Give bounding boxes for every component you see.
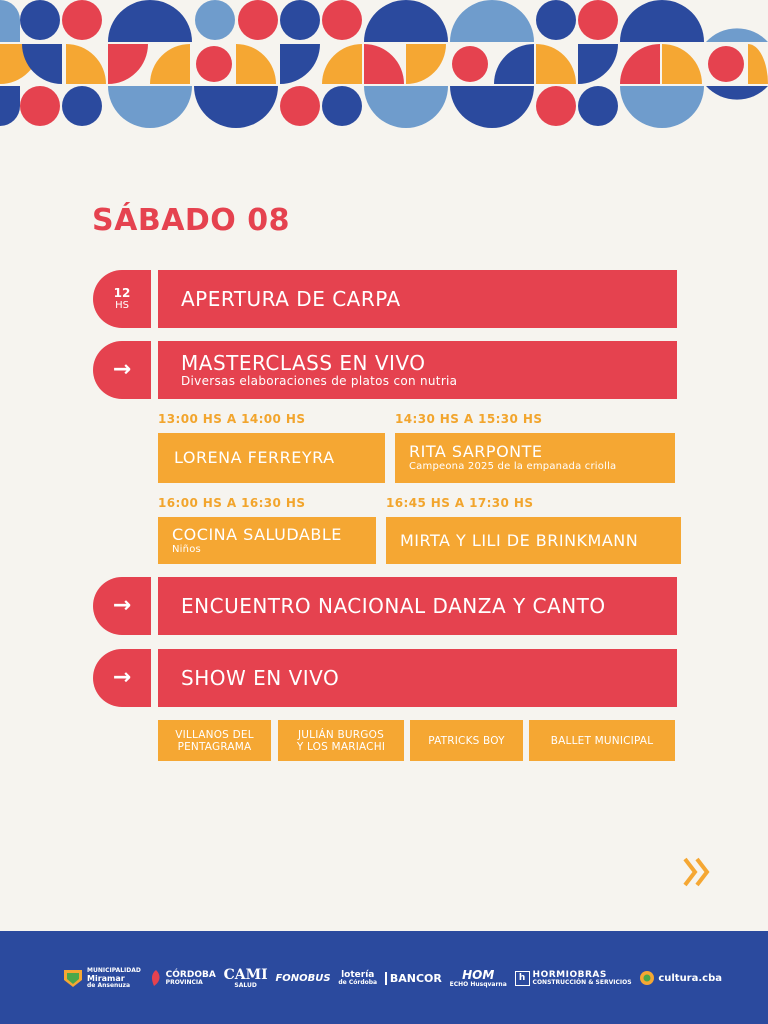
event-title: APERTURA DE CARPA [181, 287, 401, 311]
double-chevron-right-icon[interactable] [677, 852, 717, 892]
sponsor-hom-logo: HOM ECHO Husqvarna [449, 968, 507, 988]
slot-title: LORENA FERREYRA [174, 448, 335, 467]
slot-card [158, 517, 376, 564]
sponsors-footer [0, 931, 768, 1024]
artist-card [410, 720, 523, 761]
slot-time: 13:00 HS A 14:00 HS [158, 412, 306, 426]
event-tab [93, 649, 151, 707]
event-bar-encuentro [158, 577, 677, 635]
slot-card [386, 517, 681, 564]
sponsor-fonobus-logo: FONOBUS [275, 972, 331, 984]
arrow-right-icon: → [112, 665, 132, 690]
arrow-right-icon: → [112, 357, 132, 382]
artist-card [529, 720, 675, 761]
slot-subtitle: Campeona 2025 de la empanada criolla [409, 461, 617, 472]
event-title: ENCUENTRO NACIONAL DANZA Y CANTO [181, 594, 606, 618]
page-title: SÁBADO 08 [92, 203, 291, 238]
sponsor-loteria-logo: lotería de Córdoba [338, 970, 378, 986]
event-bar-masterclass [158, 341, 677, 399]
arrow-right-icon: → [112, 593, 132, 618]
slot-subtitle: Niños [172, 543, 201, 555]
slot-title: RITA SARPONTE [409, 442, 543, 461]
slot-title: COCINA SALUDABLE [172, 524, 342, 544]
artist-name-line1: BALLET MUNICIPAL [550, 734, 654, 747]
slot-time: 16:45 HS A 17:30 HS [386, 496, 534, 510]
sponsor-cultura-logo: cultura.cba [639, 970, 722, 986]
sponsor-cordoba-logo: CÓRDOBA PROVINCIA [149, 969, 216, 987]
event-title: MASTERCLASS EN VIVO [181, 351, 426, 375]
event-bar-show [158, 649, 677, 707]
sponsor-cami-logo: CAMI SALUD [223, 967, 268, 989]
event-subtitle: Diversas elaboraciones de platos con nutria [181, 374, 458, 388]
event-bar-apertura [158, 270, 677, 328]
slot-time: 16:00 HS A 16:30 HS [158, 496, 306, 510]
artist-card [158, 720, 271, 761]
time-hour: 12 [113, 286, 131, 300]
time-badge [93, 270, 151, 328]
artist-name-line1: VILLANOS DEL [175, 728, 254, 741]
slot-card [395, 433, 675, 483]
artist-name-line1: JULIÁN BURGOS [298, 728, 384, 741]
artist-name-line2: PENTAGRAMA [177, 740, 252, 753]
event-tab [93, 577, 151, 635]
artist-card [278, 720, 404, 761]
artist-name-line1: PATRICKS BOY [428, 734, 505, 747]
event-tab [93, 341, 151, 399]
time-unit: HS [115, 300, 129, 311]
sponsor-miramar-logo: MUNICIPALIDAD Miramar de Ansenuza [62, 968, 141, 989]
event-title: SHOW EN VIVO [181, 666, 340, 690]
slot-card [158, 433, 385, 483]
artist-name-line2: Y LOS MARIACHI [296, 740, 386, 753]
slot-title: MIRTA Y LILI DE BRINKMANN [400, 530, 639, 550]
sponsor-bancor-logo: BANCOR [385, 972, 442, 985]
sponsor-logos [62, 961, 722, 995]
sponsor-hormiobras-logo: h HORMIOBRAS CONSTRUCCIÓN & SERVICIOS [515, 970, 632, 986]
slot-time: 14:30 HS A 15:30 HS [395, 412, 543, 426]
decorative-header-pattern [0, 0, 768, 128]
